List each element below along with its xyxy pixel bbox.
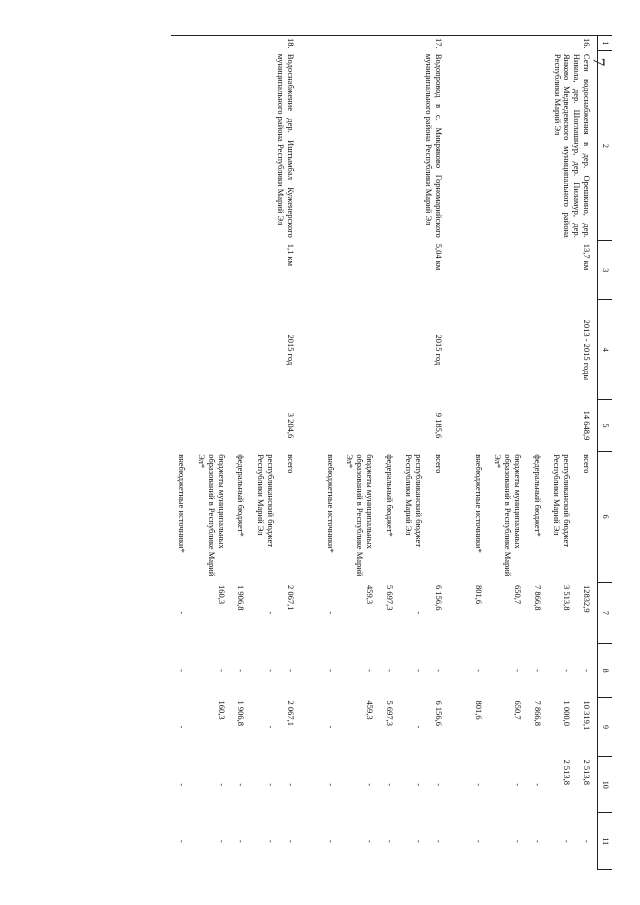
funding-source: федеральный бюджет* <box>384 454 395 537</box>
amount-cell: 160,3 <box>216 585 227 605</box>
amount-cell: - <box>177 611 188 615</box>
amount-cell: - <box>265 725 276 729</box>
funding-source: всего <box>433 454 444 474</box>
funding-source: бюджеты муниципальных образований в Республике Марий Эл* <box>493 454 523 577</box>
amount-cell: - <box>285 839 296 843</box>
amount-cell: - <box>582 669 592 672</box>
table-row <box>279 36 301 870</box>
funding-source: всего <box>582 454 592 474</box>
amount-cell: - <box>236 669 247 672</box>
amount-cell: 2 513,8 <box>562 759 573 786</box>
amount-cell: - <box>512 839 523 843</box>
funding-source: бюджеты муниципальных образований в Республике Марий Эл* <box>197 454 227 577</box>
amount-cell: - <box>532 783 543 787</box>
amount-cell: - <box>512 783 523 787</box>
project-block <box>301 36 449 870</box>
amount-cell: - <box>265 611 276 615</box>
amount-cell: - <box>216 783 227 787</box>
funding-source: внебюджетные источники* <box>473 454 484 553</box>
amount-cell: - <box>177 725 188 729</box>
funding-source: республиканский бюджет Республики Марий Эл <box>552 454 573 548</box>
project-name: Водопровод в с. Микряково Горномарийского муниципального района Республики Марий Эл <box>424 53 444 238</box>
project-name: Водоснабжение дер. Иштымбал Куженерского муниципального района Республики Марий Эл <box>275 53 296 238</box>
landscape-table-sheet <box>37 35 612 870</box>
amount-cell: 801,6 <box>473 585 484 605</box>
amount-cell: 650,7 <box>512 585 523 605</box>
amount-cell: 7 866,8 <box>532 700 543 726</box>
project-period: 2015 год <box>433 334 444 366</box>
amount-cell: - <box>433 669 444 672</box>
header-cell: 9 <box>598 698 613 757</box>
amount-cell: 6 156,6 <box>433 585 444 611</box>
page-number: 7 <box>588 57 608 67</box>
amount-cell: 7 866,8 <box>532 585 543 611</box>
amount-cell: 10 319,1 <box>582 700 592 731</box>
amount-cell: 2 067,1 <box>285 585 296 611</box>
table-row <box>427 36 449 870</box>
project-cost: 14 648,9 <box>582 410 592 441</box>
amount-cell: 6 156,6 <box>433 700 444 726</box>
amount-cell: 801,6 <box>473 700 484 720</box>
project-period: 2015 год <box>285 334 296 366</box>
amount-cell: - <box>177 669 188 672</box>
amount-cell: 5 697,3 <box>384 700 395 726</box>
header-cell: 10 <box>598 757 613 813</box>
program-table <box>171 35 612 870</box>
amount-cell: 2 067,1 <box>285 700 296 726</box>
amount-cell: - <box>325 839 336 843</box>
amount-cell: 160,3 <box>216 700 227 720</box>
amount-cell: 459,3 <box>364 585 375 605</box>
amount-cell: - <box>433 783 444 787</box>
amount-cell: - <box>216 669 227 672</box>
amount-cell: - <box>236 839 247 843</box>
amount-cell: - <box>582 839 592 843</box>
amount-cell: - <box>532 669 543 672</box>
amount-cell: - <box>177 783 188 787</box>
funding-source: бюджеты муниципальных образований в Республике Марий Эл* <box>345 454 375 577</box>
amount-cell: - <box>384 783 395 787</box>
amount-cell: - <box>236 783 247 787</box>
project-length: 13,7 км <box>582 243 592 271</box>
funding-source: внебюджетные источники* <box>325 454 336 553</box>
header-cell: 7 <box>598 582 613 644</box>
project-name: Сети водоснабжения в дер. Орешкино, дер. Никола, дер. Шоглашнур, дер. Пиламур, дер. Янково Медведевского муниципального района Республики Марий Эл <box>552 53 592 238</box>
amount-cell: - <box>285 783 296 787</box>
amount-cell: - <box>414 669 425 672</box>
amount-cell: - <box>414 783 425 787</box>
amount-cell: 12832,9 <box>582 585 592 613</box>
spacer-row <box>449 36 467 870</box>
amount-cell: - <box>473 783 484 787</box>
amount-cell: 5 697,3 <box>384 585 395 611</box>
amount-cell: - <box>364 669 375 672</box>
amount-cell: 3 513,8 <box>562 585 573 611</box>
spacer-row <box>301 36 319 870</box>
funding-source: внебюджетные источники* <box>177 454 188 553</box>
header-cell: 4 <box>598 300 613 400</box>
project-number: 17. <box>319 36 449 51</box>
project-period: 2013 - 2015 годы <box>582 319 592 381</box>
funding-source: федеральный бюджет* <box>236 454 247 537</box>
amount-cell: - <box>414 611 425 615</box>
header-cell: 6 <box>598 451 613 582</box>
amount-cell: - <box>473 839 484 843</box>
project-number: 16. <box>467 36 598 51</box>
header-cell: 8 <box>598 644 613 698</box>
table-row <box>575 36 597 870</box>
amount-cell: 2 513,8 <box>582 759 592 786</box>
amount-cell: - <box>216 839 227 843</box>
amount-cell: - <box>532 839 543 843</box>
amount-cell: 650,7 <box>512 700 523 720</box>
amount-cell: - <box>285 669 296 672</box>
header-cell: 11 <box>598 813 613 870</box>
amount-cell: 459,3 <box>364 700 375 720</box>
amount-cell: - <box>473 669 484 672</box>
amount-cell: 1 906,8 <box>236 585 247 611</box>
amount-cell: - <box>325 611 336 615</box>
amount-cell: - <box>364 839 375 843</box>
spacer-cell <box>301 36 319 870</box>
amount-cell: - <box>325 725 336 729</box>
amount-cell: - <box>325 783 336 787</box>
amount-cell: - <box>414 725 425 729</box>
amount-cell: - <box>414 839 425 843</box>
amount-cell: 1 000,0 <box>562 700 573 726</box>
funding-source: федеральный бюджет* <box>532 454 543 537</box>
amount-cell: - <box>562 839 573 843</box>
amount-cell: - <box>433 839 444 843</box>
funding-source: республиканский бюджет Республики Марий Эл <box>404 454 425 548</box>
project-length: 1,1 км <box>285 243 296 267</box>
spacer-cell <box>449 36 467 870</box>
project-block <box>449 36 598 870</box>
amount-cell: - <box>512 669 523 672</box>
amount-cell: - <box>562 669 573 672</box>
amount-cell: - <box>265 783 276 787</box>
amount-cell: - <box>177 839 188 843</box>
amount-cell: - <box>384 669 395 672</box>
amount-cell: - <box>265 839 276 843</box>
project-block <box>171 36 301 870</box>
amount-cell: - <box>325 669 336 672</box>
header-cell: 5 <box>598 400 613 451</box>
project-cost: 9 185,6 <box>433 412 444 439</box>
funding-source: всего <box>285 454 296 474</box>
header-cell: 3 <box>598 241 613 300</box>
amount-cell: - <box>265 669 276 672</box>
project-length: 5,04 км <box>433 243 444 271</box>
amount-cell: - <box>384 839 395 843</box>
project-number: 18. <box>171 36 301 51</box>
funding-source: республиканский бюджет Республики Марий Эл <box>256 454 276 548</box>
header-cell: 1 <box>598 36 613 51</box>
project-cost: 3 204,6 <box>285 412 296 439</box>
amount-cell: - <box>364 783 375 787</box>
amount-cell: 1 906,8 <box>236 700 247 726</box>
column-number-row <box>598 36 613 870</box>
header-cell: 2 <box>598 51 613 241</box>
